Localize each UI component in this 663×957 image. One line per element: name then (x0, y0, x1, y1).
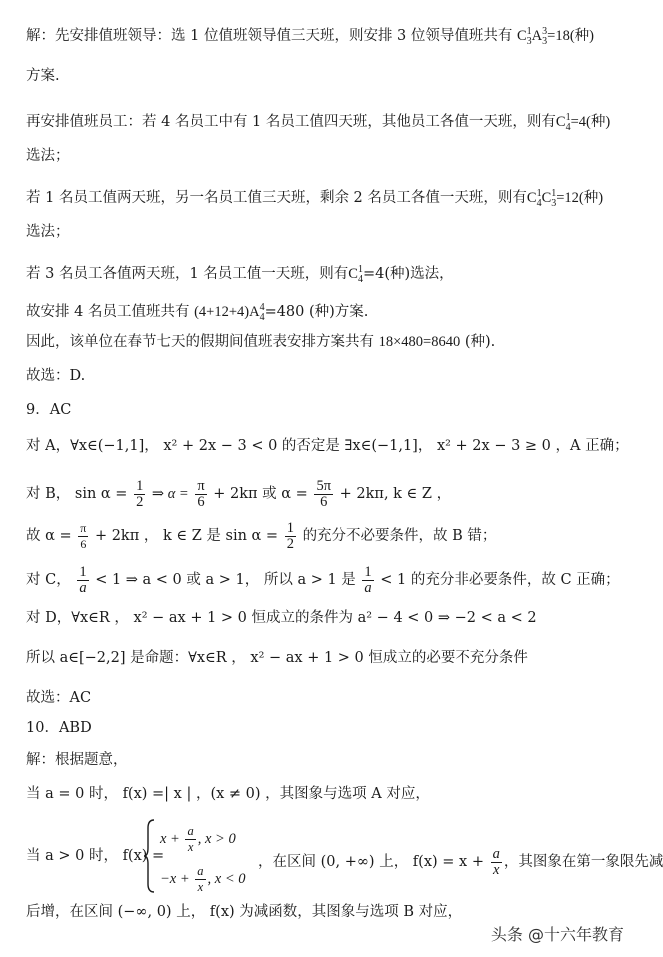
piece-1 (160, 824, 236, 855)
text: 的充分不必要条件，故 B 错； (302, 528, 497, 544)
combo-a44: $A^4_4$ (249, 302, 265, 323)
sol9-line-e: 对 D，∀x∈R ， x² − ax + 1 > 0 恒成立的条件为 a² − 4 < 0 ⇒ −2 < a < 2 (26, 610, 537, 626)
combo-c41: $C^1_4$ (555, 112, 571, 133)
frac-1-over-a-b: $\frac{1}{a}$ (364, 563, 372, 596)
text: 解：先安排值班领导：选 1 位值班领导值三天班，则安排 3 位领导值班共有 (26, 27, 513, 44)
sol8-line-6: 选法； (26, 224, 70, 240)
combo-c31-b: $C^1_3$ (541, 188, 557, 209)
sol9-line-g: 故选：AC (26, 690, 92, 706)
text: =18(种) (547, 27, 594, 44)
sol8-line-2: 方案. (26, 68, 60, 84)
combo-c41-c: $C^1_4$ (348, 264, 363, 285)
text: 对 B， sin α = (26, 486, 128, 502)
sol9-heading: 9．AC (26, 402, 72, 418)
sol10-line-b: 当 a = 0 时， f(x) =| x | ，(x ≠ 0) ，其图象与选项 A 对应， (26, 786, 430, 802)
frac-a-over-x-c: $\frac{a}{x}$ (492, 845, 500, 878)
text: + 2kπ 或 α = (213, 486, 308, 502)
text: 因此，该单位在春节七天的假期间值班表安排方案共有 (26, 334, 374, 350)
text: x + (160, 830, 180, 847)
text: =4(种)选法， (362, 265, 454, 282)
combo-c41-b: $C^1_4$ (526, 188, 542, 209)
sol10-heading: 10．ABD (26, 720, 92, 736)
sol8-line-1 (26, 22, 632, 52)
combo-c31: $C^1_3$ (517, 26, 532, 47)
sol9-line-f: 所以 a∈[−2,2] 是命题：∀x∈R ， x² − ax + 1 > 0 恒成立的必要不充分条件 (26, 650, 528, 666)
sol10-line-d: 后增，在区间 (−∞, 0) 上， f(x) 为减函数，其图象与选项 B 对应， (26, 904, 463, 920)
sol9-line-a: 对 A，∀x∈(−1,1]， x² + 2x − 3 < 0 的否定是 ∃x∈(−1,1]， x² + 2x − 3 ≥ 0 ，A 正确； (26, 438, 629, 454)
frac-a-over-x: $\frac{a}{x}$ (187, 824, 194, 854)
sol8-line-8 (26, 298, 632, 328)
sol9-line-c (26, 518, 632, 554)
frac-1-over-a: $\frac{1}{a}$ (79, 563, 87, 596)
combo-a33: $A^3_3$ (531, 26, 548, 47)
watermark: 头条 @十六年教育 (487, 920, 628, 947)
text: =12(种) (556, 189, 604, 206)
text: =4(种) (570, 113, 611, 130)
piece-2 (160, 864, 246, 895)
frac-pi-6-small: $\frac{\pi}{6}$ (80, 520, 87, 551)
text: 故 α = (26, 528, 72, 544)
sol8-line-4: 选法； (26, 148, 70, 164)
text: < 1 的充分非必要条件，故 C 正确； (380, 572, 620, 588)
text: 当 a > 0 时， f(x) = (26, 848, 165, 864)
text: =480 (种)方案. (264, 303, 369, 320)
piece-tail (258, 844, 663, 880)
text: + 2kπ ， k ∈ Z 是 sin α = (94, 528, 279, 544)
text: 若 3 名员工各值两天班，1 名员工值一天班，则有 (26, 265, 349, 282)
sol8-line-5 (26, 184, 632, 214)
sol9-line-d (26, 562, 632, 598)
text: + 2kπ, k ∈ Z ， (339, 486, 452, 502)
sol8-line-3 (26, 108, 632, 138)
sol9-line-b (26, 476, 632, 512)
text: ⇒ α = (151, 486, 189, 502)
text: , x > 0 (197, 830, 236, 847)
text: (4+12+4) (194, 303, 250, 320)
text: 若 1 名员工值两天班，另一名员工值三天班，剩余 2 名员工各值一天班，则有 (26, 189, 527, 206)
left-brace-icon (144, 818, 156, 894)
sol8-line-7 (26, 260, 632, 290)
text: 18×480=8640 (378, 334, 461, 350)
frac-a-over-x-b: $\frac{a}{x}$ (197, 864, 204, 894)
frac-5pi-6: $\frac{5\pi}{6}$ (316, 477, 332, 510)
sol8-line-10: 故选：D. (26, 368, 86, 384)
text: 对 C， (26, 572, 71, 588)
text: ，在区间 (0, +∞) 上， f(x) = x + (258, 854, 484, 870)
text: (种). (464, 334, 496, 350)
text: ，其图象在第一象限先减 (503, 854, 663, 870)
frac-half: $\frac{1}{2}$ (136, 477, 144, 510)
text: < 1 ⇒ a < 0 或 a > 1， 所以 a > 1 是 (95, 572, 356, 588)
text: , x < 0 (207, 870, 246, 887)
frac-pi-6: $\frac{\pi}{6}$ (197, 477, 205, 510)
frac-half-b: $\frac{1}{2}$ (286, 519, 294, 552)
text: −x + (160, 870, 190, 887)
text: 再安排值班员工：若 4 名员工中有 1 名员工值四天班，其他员工各值一天班，则有 (26, 113, 556, 130)
sol8-line-9 (26, 332, 632, 352)
sol10-line-a: 解：根据题意， (26, 752, 128, 768)
text: 故安排 4 名员工值班共有 (26, 303, 190, 320)
